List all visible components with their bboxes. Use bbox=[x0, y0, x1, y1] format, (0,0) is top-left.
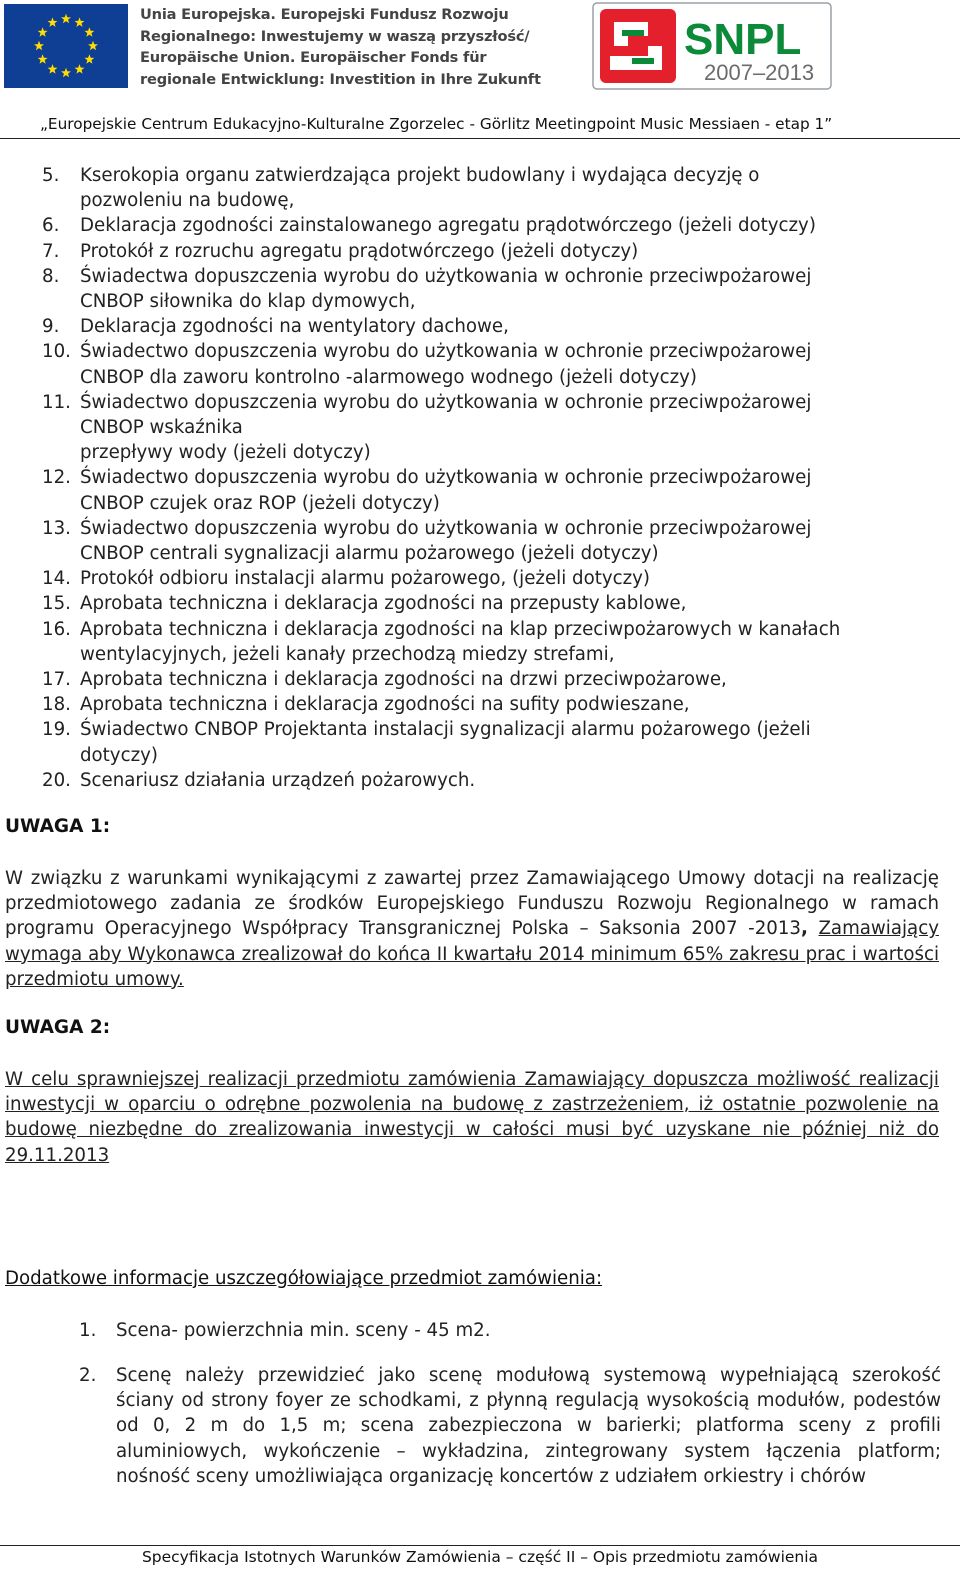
list-number: 6. bbox=[42, 215, 60, 237]
eu-text-line: regionale Entwicklung: Investition in Ihre Zukunft bbox=[140, 70, 541, 88]
list-text: wentylacyjnych, jeżeli kanały przechodzą miedzy strefami, bbox=[80, 643, 615, 665]
list-text: Protokół z rozruchu agregatu prądotwórczego (jeżeli dotyczy) bbox=[80, 240, 639, 262]
item-number: 2. bbox=[79, 1365, 97, 1386]
additional-info-item bbox=[79, 1363, 941, 1489]
list-item bbox=[42, 339, 942, 389]
document-list bbox=[42, 163, 942, 793]
list-number: 16. bbox=[42, 618, 71, 640]
list-text: Deklaracja zgodności na wentylatory dachowe, bbox=[80, 316, 509, 338]
list-item bbox=[42, 390, 942, 466]
list-text: Świadectwo CNBOP Projektanta instalacji sygnalizacji alarmu pożarowego (jeżeli bbox=[80, 719, 811, 741]
list-text: Aprobata techniczna i deklaracja zgodności na drzwi przeciwpożarowe, bbox=[80, 669, 727, 691]
list-item bbox=[42, 264, 942, 314]
list-item bbox=[42, 516, 942, 566]
list-number: 13. bbox=[42, 517, 71, 539]
item-text: Scenę należy przewidzieć jako scenę modułową systemową wypełniającą szerokość ściany od strony foyer ze schodkami, z płynną regulacją wysokością modułów, podestów od 0, 2 m do 1,5 m; scena zabezpieczona w barierki; platforma sceny z profili aluminiowych, wykończenie – wykładzina, zintegrowany system łączenia platform; nośność sceny umożliwiająca organizację koncertów z udziałem orkiestry i chórów bbox=[116, 1365, 941, 1487]
list-item bbox=[42, 692, 942, 717]
uwaga-1-text: W związku z warunkami wynikającymi z zawartej przez Zamawiającego Umowy dotacji na realizację przedmiotowego zadania ze środków Europejskiego Funduszu Rozwoju Regionalnego w ramach programu Operacyjnego Współpracy Transgranicznej Polska – Saksonia 2007 -2013 bbox=[5, 868, 939, 940]
list-item bbox=[42, 768, 942, 793]
list-text: Aprobata techniczna i deklaracja zgodności na przepusty kablowe, bbox=[80, 593, 687, 615]
list-number: 14. bbox=[42, 568, 71, 590]
list-number: 15. bbox=[42, 593, 71, 615]
page-header bbox=[0, 0, 960, 140]
list-number: 12. bbox=[42, 467, 71, 489]
page-footer: Specyfikacja Istotnych Warunków Zamówienia – część II – Opis przedmiotu zamówienia bbox=[141, 1548, 819, 1566]
uwaga-1-comma: , bbox=[800, 918, 808, 940]
item-number: 1. bbox=[79, 1320, 97, 1341]
snpl-years: 2007–2013 bbox=[704, 60, 815, 85]
eu-text-line: Regionalnego: Inwestujemy w waszą przyszłość/ bbox=[140, 27, 530, 45]
list-number: 11. bbox=[42, 391, 71, 413]
list-text: Świadectwa dopuszczenia wyrobu do użytkowania w ochronie przeciwpożarowej bbox=[80, 265, 812, 287]
list-text: Świadectwo dopuszczenia wyrobu do użytkowania w ochronie przeciwpożarowej bbox=[80, 391, 812, 413]
uwaga-2-heading: UWAGA 2: bbox=[5, 1017, 111, 1038]
list-number: 20. bbox=[42, 769, 71, 791]
list-item bbox=[42, 617, 942, 667]
list-item bbox=[42, 465, 942, 515]
list-text: Deklaracja zgodności zainstalowanego agregatu prądotwórczego (jeżeli dotyczy) bbox=[80, 215, 816, 237]
list-text: CNBOP siłownika do klap dymowych, bbox=[80, 291, 416, 313]
additional-info-title: Dodatkowe informacje uszczegółowiające przedmiot zamówienia: bbox=[5, 1268, 603, 1289]
list-text: Kserokopia organu zatwierdzająca projekt budowlany i wydająca decyzję o bbox=[80, 165, 760, 186]
list-item bbox=[42, 213, 942, 238]
header-divider bbox=[0, 138, 960, 139]
list-text: CNBOP centrali sygnalizacji alarmu pożarowego (jeżeli dotyczy) bbox=[80, 543, 659, 565]
list-item bbox=[42, 239, 942, 264]
list-text: Protokół odbioru instalacji alarmu pożarowego, (jeżeli dotyczy) bbox=[80, 568, 651, 590]
project-title-line: „Europejskie Centrum Edukacyjno-Kulturalne Zgorzelec - Görlitz Meetingpoint Music Messiaen - etap 1” bbox=[40, 115, 833, 133]
eu-text-line: Europäische Union. Europäischer Fonds für bbox=[140, 49, 487, 66]
list-item bbox=[42, 566, 942, 591]
uwaga-2-paragraph: W celu sprawniejszej realizacji przedmiotu zamówienia Zamawiający dopuszcza możliwość realizacji inwestycji w oparciu o odrębne pozwolenia na budowę z zastrzeżeniem, iż ostatnie pozwolenie na budowę niezbędne do zrealizowania inwestycji w całości musi być uzyskane nie później niż do 29.11.2013 bbox=[5, 1069, 939, 1166]
uwaga-1-paragraph bbox=[5, 866, 939, 992]
list-text: pozwoleniu na budowę, bbox=[80, 190, 295, 212]
list-text: dotyczy) bbox=[80, 744, 158, 766]
list-number: 5. bbox=[42, 165, 60, 186]
list-text: Scenariusz działania urządzeń pożarowych. bbox=[80, 769, 476, 791]
list-text: Aprobata techniczna i deklaracja zgodności na sufity podwieszane, bbox=[80, 694, 690, 716]
list-number: 19. bbox=[42, 719, 71, 741]
uwaga-1-underlined-text: Zamawiający wymaga aby Wykonawca zrealizował do końca II kwartału 2014 minimum 65% zakresu prac i wartości przedmiotu umowy. bbox=[5, 918, 939, 990]
additional-info-item bbox=[79, 1318, 941, 1343]
list-item bbox=[42, 314, 942, 339]
list-text: Świadectwo dopuszczenia wyrobu do użytkowania w ochronie przeciwpożarowej bbox=[80, 517, 812, 539]
list-number: 9. bbox=[42, 316, 60, 338]
list-item bbox=[42, 163, 942, 213]
item-text: Scena- powierzchnia min. sceny - 45 m2. bbox=[116, 1320, 491, 1341]
list-number: 8. bbox=[42, 265, 60, 287]
list-text: CNBOP wskaźnika bbox=[80, 417, 243, 439]
snpl-title: SNPL bbox=[684, 15, 802, 64]
uwaga-1-heading: UWAGA 1: bbox=[5, 816, 111, 837]
list-number: 17. bbox=[42, 669, 71, 691]
snpl-logo bbox=[592, 2, 842, 92]
list-text: Aprobata techniczna i deklaracja zgodności na klap przeciwpożarowych w kanałach bbox=[80, 618, 841, 640]
list-text: CNBOP dla zaworu kontrolno -alarmowego wodnego (jeżeli dotyczy) bbox=[80, 366, 697, 388]
footer-divider bbox=[0, 1545, 960, 1546]
eu-funding-text bbox=[140, 4, 570, 90]
list-number: 18. bbox=[42, 694, 71, 716]
list-text: Świadectwo dopuszczenia wyrobu do użytkowania w ochronie przeciwpożarowej bbox=[80, 467, 812, 489]
list-number: 7. bbox=[42, 240, 60, 262]
list-item bbox=[42, 667, 942, 692]
eu-text-line: Unia Europejska. Europejski Fundusz Rozwoju bbox=[140, 6, 509, 23]
list-item bbox=[42, 591, 942, 616]
list-text: CNBOP czujek oraz ROP (jeżeli dotyczy) bbox=[80, 492, 440, 514]
list-number: 10. bbox=[42, 341, 71, 363]
list-item bbox=[42, 717, 942, 767]
list-text: przepływy wody (jeżeli dotyczy) bbox=[80, 442, 371, 464]
eu-flag-logo bbox=[4, 4, 128, 88]
list-text: Świadectwo dopuszczenia wyrobu do użytkowania w ochronie przeciwpożarowej bbox=[80, 341, 812, 363]
